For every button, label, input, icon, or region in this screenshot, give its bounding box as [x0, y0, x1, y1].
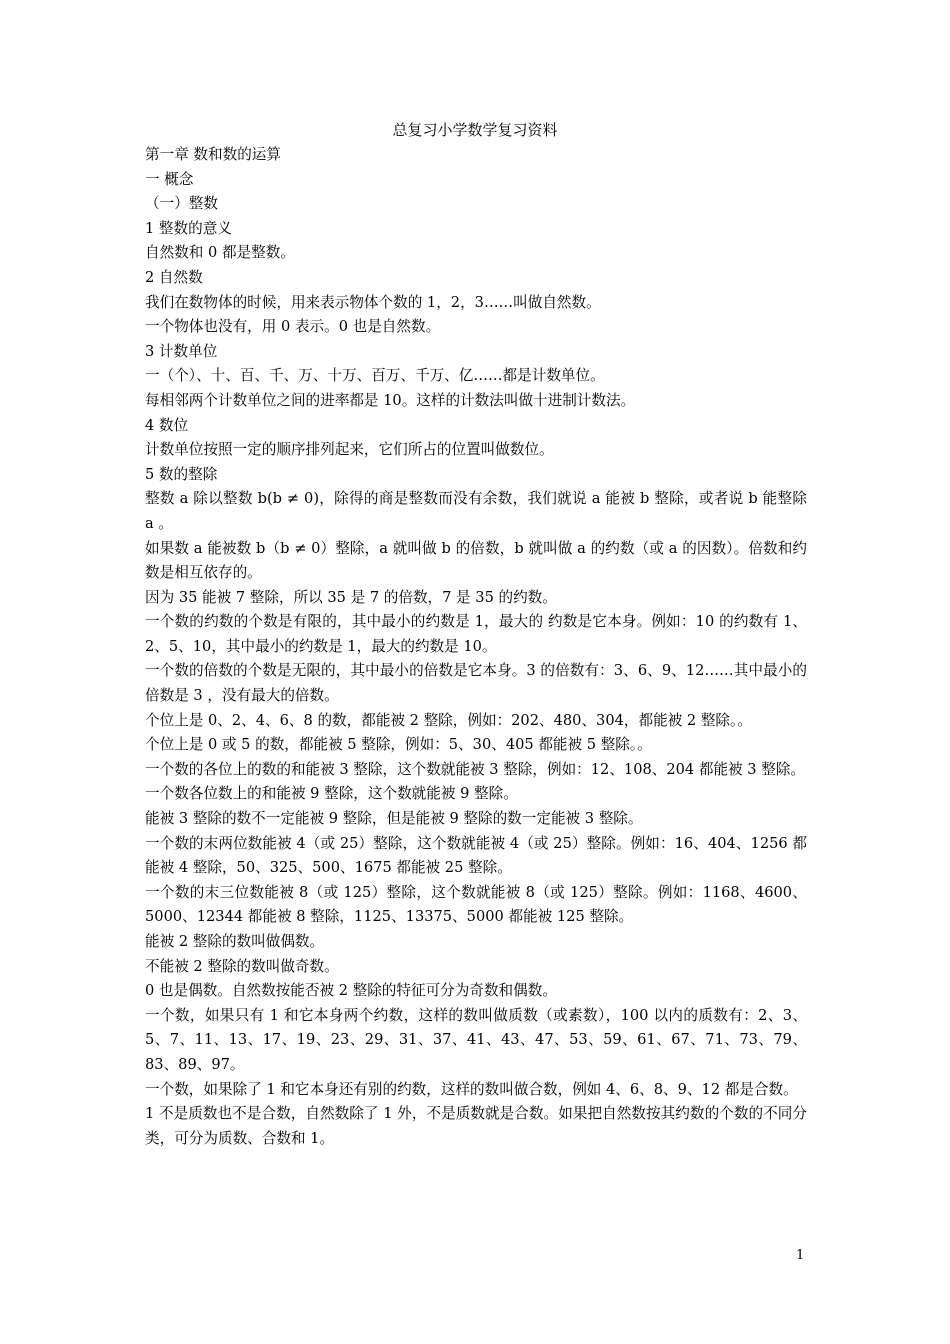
paragraph: 一个数，如果除了 1 和它本身还有别的约数，这样的数叫做合数，例如 4、6、8、9、12 都是合数。	[145, 1080, 798, 1098]
paragraph: 能被 2 整除的数叫做偶数。	[145, 933, 325, 950]
paragraph: 一个数，如果只有 1 和它本身两个约数，这样的数叫做质数（或素数），100 以内的质数有：2、3、5、7、11、13、17、19、23、29、31、37、41、43、47、53、59、61、67、71、73、79、83、89、97。	[145, 1006, 807, 1073]
topic-heading: 4 数位	[145, 416, 189, 434]
topic-heading: 5 数的整除	[145, 465, 218, 483]
paragraph: 我们在数物体的时候，用来表示物体个数的 1，2，3……叫做自然数。	[145, 293, 601, 311]
paragraph: 1 不是质数也不是合数，自然数除了 1 外，不是质数就是合数。如果把自然数按其约数的个数的不同分类，可分为质数、合数和 1。	[145, 1105, 807, 1147]
paragraph: 如果数 a 能被数 b（b ≠ 0）整除，a 就叫做 b 的倍数，b 就叫做 a 的约数（或 a 的因数）。倍数和约数是相互依存的。	[145, 539, 807, 582]
paragraph: 整数 a 除以整数 b(b ≠ 0)，除得的商是整数而没有余数，我们就说 a 能被 b 整除，或者说 b 能整除 a 。	[145, 490, 807, 532]
paragraph: 因为 35 能被 7 整除，所以 35 是 7 的倍数，7 是 35 的约数。	[145, 588, 557, 606]
paragraph: 不能被 2 整除的数叫做奇数。	[145, 957, 339, 975]
subsection-heading: （一）整数	[145, 195, 218, 213]
paragraph: 0 也是偶数。自然数按能否被 2 整除的特征可分为奇数和偶数。	[145, 982, 557, 1000]
paragraph: 个位上是 0 或 5 的数，都能被 5 整除，例如：5、30、405 都能被 5 整除。。	[145, 736, 652, 754]
paragraph: 一个数的末两位数能被 4（或 25）整除，这个数就能被 4（或 25）整除。例如：16、404、1256 都能被 4 整除，50、325、500、1675 都能被 25 整除。	[145, 834, 807, 877]
paragraph: 个位上是 0、2、4、6、8 的数，都能被 2 整除，例如：202、480、304，都能被 2 整除。。	[145, 711, 752, 729]
paragraph: 一个数的倍数的个数是无限的，其中最小的倍数是它本身。3 的倍数有：3、6、9、12……其中最小的倍数是 3 ，没有最大的倍数。	[145, 662, 807, 705]
paragraph: 能被 3 整除的数不一定能被 9 整除，但是能被 9 整除的数一定能被 3 整除。	[145, 810, 643, 828]
paragraph: 一个数各位数上的和能被 9 整除，这个数就能被 9 整除。	[145, 785, 518, 803]
topic-heading: 2 自然数	[145, 268, 203, 286]
paragraph: 一（个）、十、百、千、万、十万、百万、千万、亿……都是计数单位。	[145, 367, 605, 385]
paragraph: 计数单位按照一定的顺序排列起来，它们所占的位置叫做数位。	[145, 441, 554, 459]
topic-heading: 3 计数单位	[145, 342, 218, 360]
topic-heading: 1 整数的意义	[145, 219, 232, 237]
paragraph: 一个物体也没有，用 0 表示。0 也是自然数。	[145, 318, 441, 336]
document-title: 总复习小学数学复习资料	[392, 121, 558, 139]
document-body	[145, 143, 807, 1151]
paragraph: 一个数的约数的个数是有限的，其中最小的约数是 1，最大的 约数是它本身。例如：10 的约数有 1、2、5、10，其中最小的约数是 1，最大的约数是 10。	[145, 613, 807, 655]
paragraph: 一个数的末三位数能被 8（或 125）整除，这个数就能被 8（或 125）整除。例如：1168、4600、5000、12344 都能被 8 整除，1125、13375、5000 都能被 125 整除。	[145, 883, 807, 926]
section-heading: 一 概念	[145, 170, 194, 188]
chapter-heading: 第一章 数和数的运算	[145, 146, 281, 163]
paragraph: 自然数和 0 都是整数。	[145, 244, 295, 262]
paragraph: 每相邻两个计数单位之间的进率都是 10。这样的计数法叫做十进制计数法。	[145, 391, 636, 409]
page-number: 1	[796, 1248, 805, 1263]
paragraph: 一个数的各位上的数的和能被 3 整除，这个数就能被 3 整除，例如：12、108、204 都能被 3 整除。	[145, 760, 805, 778]
